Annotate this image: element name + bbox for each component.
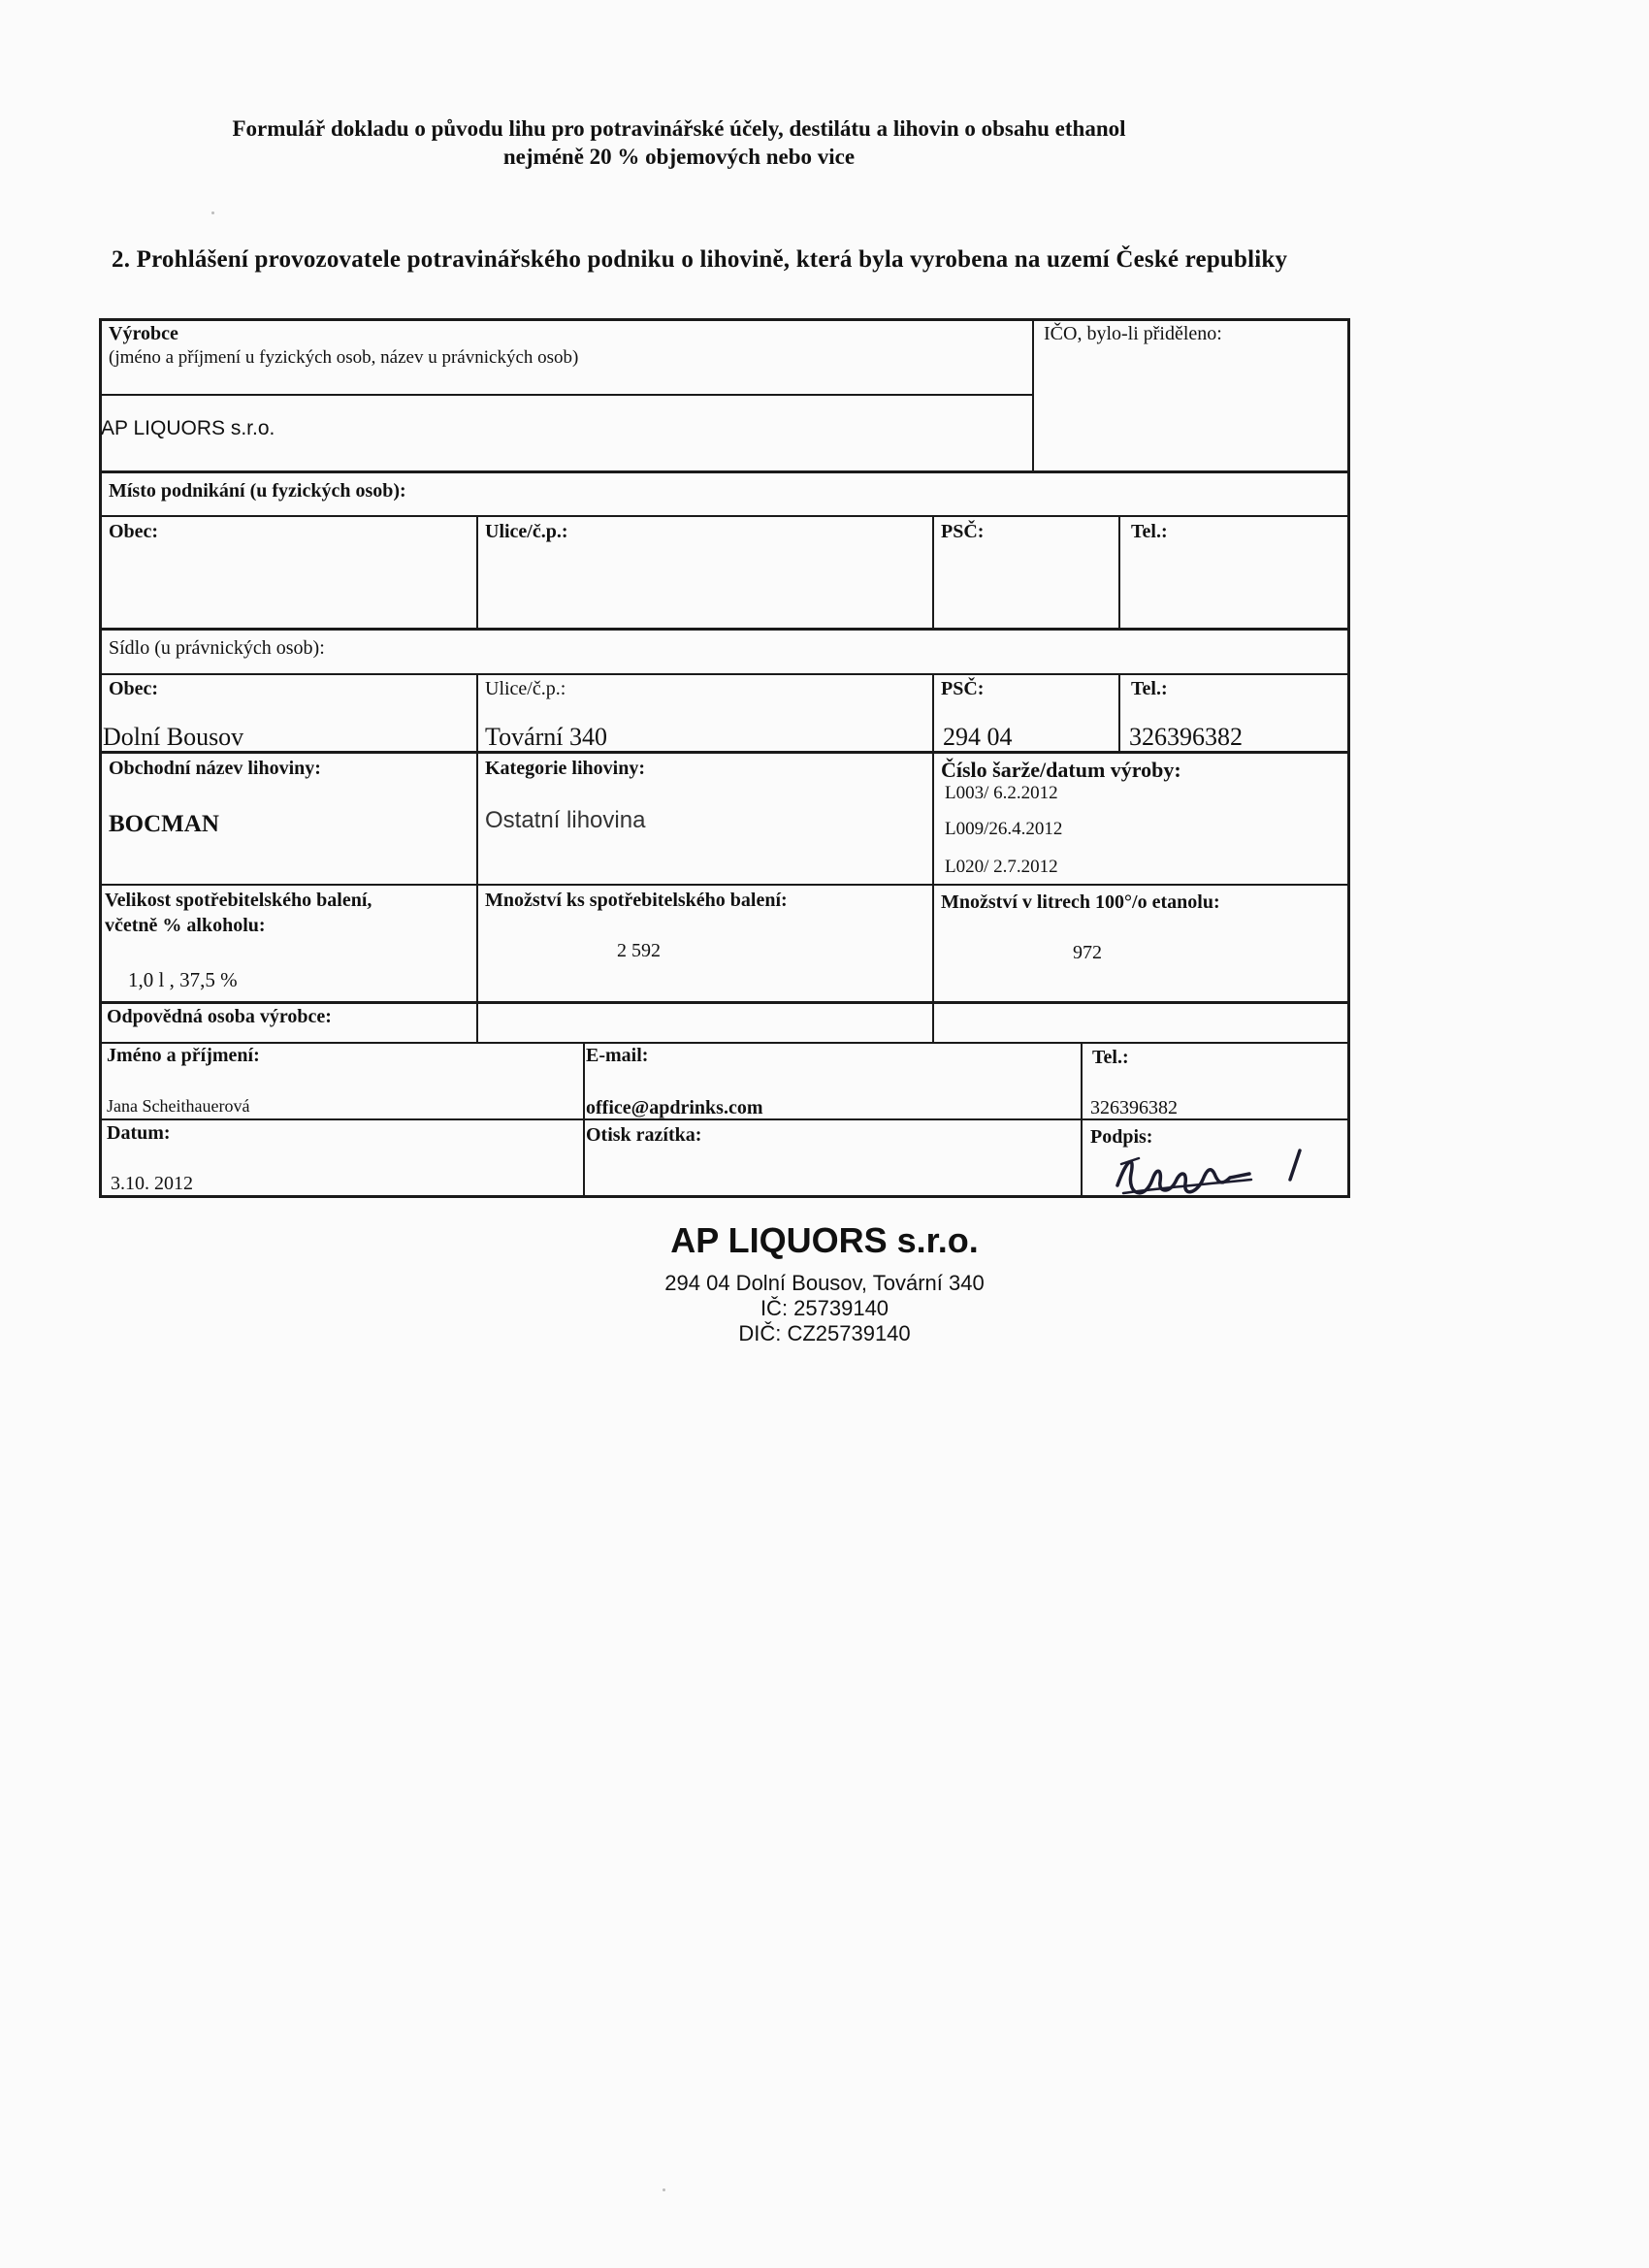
responsible-tel-label: Tel.: [1092, 1047, 1129, 1068]
package-liters-value: 972 [1073, 942, 1102, 963]
batch-item: L020/ 2.7.2012 [945, 857, 1058, 877]
seat-ulice-value: Tovární 340 [485, 723, 607, 751]
business-tel-label: Tel.: [1131, 521, 1168, 542]
responsible-email-value: office@apdrinks.com [586, 1097, 763, 1118]
stamp-ic: IČ: 25739140 [760, 1296, 889, 1320]
stamp-company-name: AP LIQUORS s.r.o. [670, 1220, 979, 1260]
seat-obec-label: Obec: [109, 678, 159, 699]
trade-name-label: Obchodní název lihoviny: [109, 758, 321, 779]
responsible-date-value: 3.10. 2012 [111, 1173, 193, 1194]
business-obec-label: Obec: [109, 521, 159, 542]
stamp-address: 294 04 Dolní Bousov, Tovární 340 [664, 1271, 985, 1295]
batch-label: Číslo šarže/datum výroby: [941, 758, 1181, 782]
ico-label: IČO, bylo-li přiděleno: [1044, 323, 1222, 344]
section-heading: 2. Prohlášení provozovatele potravinářského podniku o lihovině, která byla vyrobena na uzemí České republiky [112, 246, 1288, 273]
document-title-line2: nejméně 20 % objemových nebo vice [502, 145, 856, 169]
document-title [97, 114, 1261, 171]
producer-note: (jméno a příjmení u fyzických osob, název u právnických osob) [109, 347, 579, 368]
responsible-label: Odpovědná osoba výrobce: [107, 1006, 332, 1027]
scan-speck [211, 211, 214, 214]
business-psc-label: PSČ: [941, 521, 985, 542]
package-liters-label: Množství v litrech 100°/o etanolu: [941, 891, 1220, 913]
responsible-signature-label: Podpis: [1090, 1126, 1153, 1148]
seat-psc-label: PSČ: [941, 678, 985, 699]
seat-psc-value: 294 04 [943, 723, 1013, 751]
scan-speck [663, 2188, 665, 2191]
category-value: Ostatní lihovina [485, 807, 646, 833]
business-place-label: Místo podnikání (u fyzických osob): [109, 480, 406, 502]
category-label: Kategorie lihoviny: [485, 758, 645, 779]
responsible-email-label: E-mail: [586, 1045, 649, 1066]
responsible-name-label: Jméno a příjmení: [107, 1045, 260, 1066]
document-title-line1: Formulář dokladu o původu lihu pro potravinářské účely, destilátu a lihovin o obsahu ethanol [232, 116, 1126, 141]
responsible-date-label: Datum: [107, 1122, 171, 1144]
batch-item: L009/26.4.2012 [945, 819, 1063, 839]
package-size-label: Velikost spotřebitelského balení, [105, 890, 372, 911]
stamp-dic: DIČ: CZ25739140 [738, 1321, 911, 1345]
batch-item: L003/ 6.2.2012 [945, 783, 1058, 803]
responsible-stamp-label: Otisk razítka: [586, 1124, 702, 1146]
package-count-value: 2 592 [617, 940, 661, 961]
producer-label: Výrobce [109, 323, 178, 344]
package-size-label-2: včetně % alkoholu: [105, 915, 266, 936]
package-size-value: 1,0 l , 37,5 % [128, 968, 238, 991]
package-count-label: Množství ks spotřebitelského balení: [485, 890, 788, 911]
trade-name-value: BOCMAN [109, 811, 219, 837]
seat-obec-value: Dolní Bousov [103, 723, 244, 751]
responsible-name-value: Jana Scheithauerová [107, 1096, 250, 1116]
seat-ulice-label: Ulice/č.p.: [485, 678, 566, 699]
responsible-tel-value: 326396382 [1090, 1097, 1178, 1118]
seat-label: Sídlo (u právnických osob): [109, 637, 325, 659]
seat-tel-label: Tel.: [1131, 678, 1168, 699]
business-ulice-label: Ulice/č.p.: [485, 521, 568, 542]
producer-value: AP LIQUORS s.r.o. [101, 417, 275, 439]
signature-mark [1106, 1145, 1329, 1213]
seat-tel-value: 326396382 [1129, 723, 1243, 751]
